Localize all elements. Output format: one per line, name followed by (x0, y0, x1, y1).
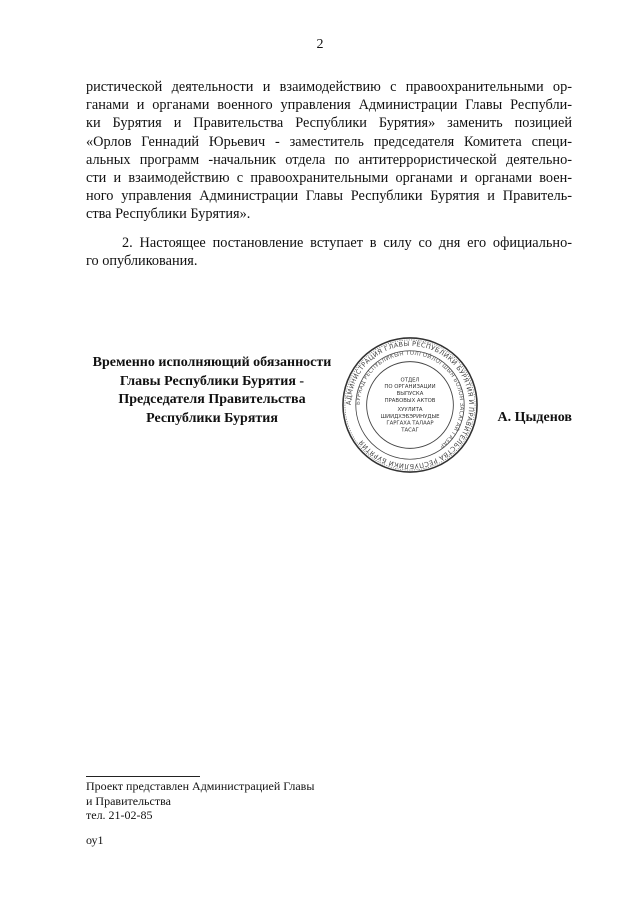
paragraph-line: ки Бурятия и Правительства Республики Бурятия» заменить позицией (86, 115, 572, 132)
footnote (86, 779, 314, 823)
paragraph-line: «Орлов Геннадий Юрьевич - заместитель председателя Комитета специ- (86, 133, 572, 150)
footnote-line: Проект представлен Администрацией Главы (86, 779, 315, 793)
paragraph-line: ства Республики Бурятия». (86, 206, 251, 223)
signatory-title-line: Временно исполняющий обязанности (92, 355, 332, 370)
footnote-line: тел. 21-02-85 (86, 808, 153, 822)
signatory-title-line: Главы Республики Бурятия - (119, 373, 305, 389)
seal-line: ХУУЛИТА (397, 406, 423, 413)
signatory-title-line: Республики Бурятия (146, 410, 278, 426)
paragraph-line: 2. Настоящее постановление вступает в силу со дня его официально- (122, 235, 572, 251)
seal-line: ГАРГАХА ТАЛААР (386, 420, 434, 427)
page-number: 2 (316, 37, 324, 52)
paragraph-line: альных программ -начальник отдела по антитеррористической деятельно- (86, 151, 572, 168)
official-seal (341, 336, 479, 474)
paragraph-line: го опубликования. (86, 253, 198, 270)
signer-name: А. Цыденов (497, 410, 572, 425)
footnote-line: и Правительства (86, 793, 171, 808)
author-code: оу1 (86, 833, 104, 847)
seal-line: ПРАВОВЫХ АКТОВ (384, 398, 436, 405)
seal-ring-outer-text: АДМИНИСТРАЦИЯ ГЛАВЫ РЕСПУБЛИКИ БУРЯТИЯ И ПРАВИТЕЛЬСТВА РЕСПУБЛИКИ БУРЯТИЯ (344, 339, 476, 471)
paragraph-amendment (86, 78, 572, 224)
seal-line: ТАСАГ (401, 427, 419, 434)
signatory-title (78, 354, 346, 428)
seal-line: ПО ОРГАНИЗАЦИИ (384, 384, 436, 391)
svg-text:АДМИНИСТРАЦИЯ ГЛАВЫ РЕСПУБЛИКИ (345, 340, 475, 470)
seal-line: ОТДЕЛ (400, 377, 420, 384)
paragraph-line: сти и взаимодействию с правоохранительными органами и органами воен- (86, 170, 572, 187)
paragraph-line: ристической деятельности и взаимодействию с правоохранительными ор- (86, 79, 572, 95)
paragraph-line: ганами и органами военного управления Администрации Главы Республи- (86, 97, 572, 114)
footnote-divider (86, 776, 200, 777)
seal-line: ВЫПУСКА (396, 391, 424, 398)
signatory-title-line: Председателя Правительства (118, 392, 306, 407)
seal-ring-inner-text: БУРЯАД РЕСПУБЛИКЫН ТОЛГОЙЛОГШЫН БОЛОН ЗАСАГАЙ ГАЗАР (355, 350, 465, 449)
paragraph-entry-into-force (86, 234, 572, 270)
seal-line: ШИИДХЭБЭРИНУДЫЕ (380, 413, 440, 420)
paragraph-line: ного управления Администрации Главы Республики Бурятия и Правитель- (86, 188, 572, 205)
